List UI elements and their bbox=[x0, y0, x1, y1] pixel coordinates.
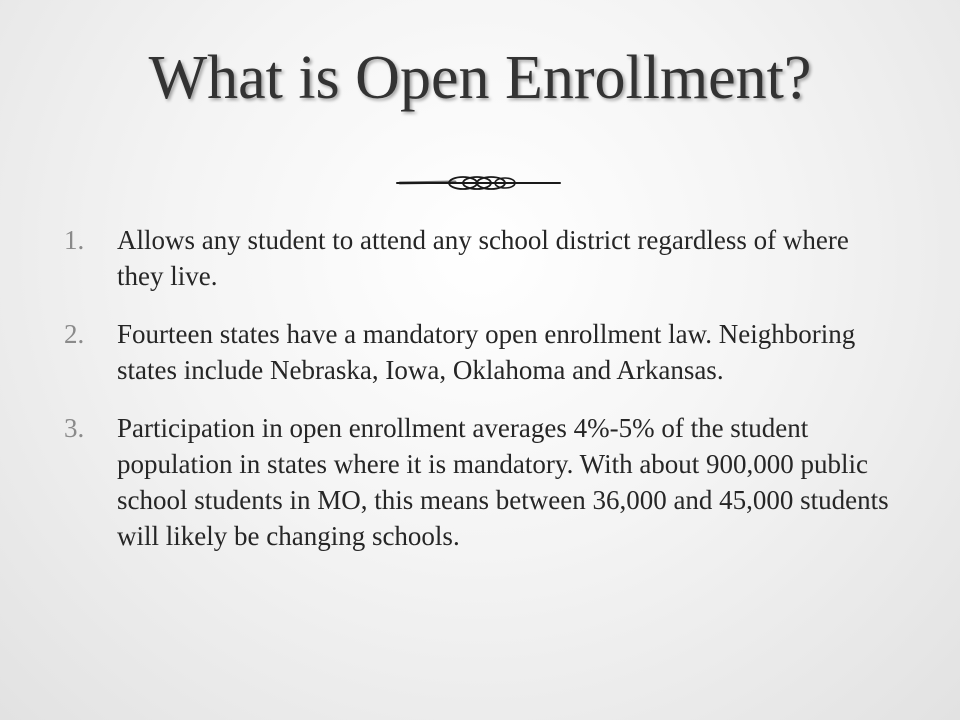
list-number: 3. bbox=[64, 413, 85, 443]
list-item-text: Fourteen states have a mandatory open enrollment law. Neighboring states include Nebraska, Iowa, Oklahoma and Arkansas. bbox=[117, 319, 856, 385]
list-number: 2. bbox=[64, 319, 85, 349]
list-item bbox=[0, 222, 960, 294]
numbered-list bbox=[0, 222, 960, 576]
list-item bbox=[0, 410, 960, 554]
list-item-text: Participation in open enrollment averages 4%-5% of the student population in states where it is mandatory. With about 900,000 public school students in MO, this means between 36,000 and 45,000 students will likely be changing schools. bbox=[117, 413, 889, 551]
list-item bbox=[0, 316, 960, 388]
list-number: 1. bbox=[64, 225, 85, 255]
list-item-text: Allows any student to attend any school district regardless of where they live. bbox=[117, 225, 849, 291]
ornamental-flourish-icon bbox=[395, 168, 565, 198]
slide-title: What is Open Enrollment? bbox=[148, 44, 812, 112]
